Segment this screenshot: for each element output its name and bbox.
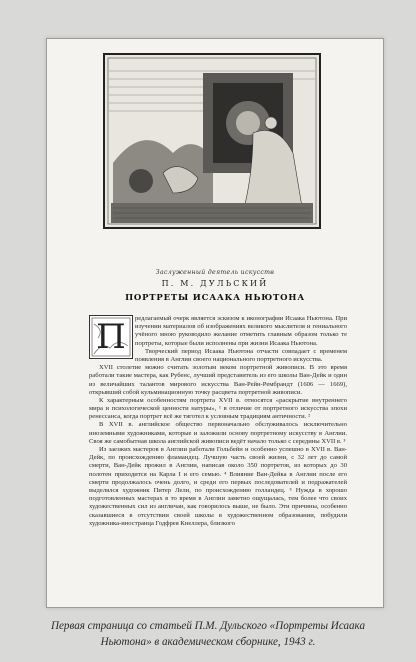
book-page [46, 38, 384, 608]
article-body [89, 315, 347, 528]
figure-caption [14, 618, 402, 650]
caption-line: Первая страница со статьей П.М. Дульского «Портреты Исаака [50, 620, 366, 632]
author-rubric: Заслуженный деятель искусств [155, 269, 275, 276]
caption-line: Ньютона» в академическом сборнике, 1943 г. [100, 636, 316, 648]
paragraph: К характерным особенностям портрета XVII в. относятся «раскрытие внутреннего мира и психологической ценности натуры», ¹ в отличие от портретного искусства эпохи ренессанса, когда портрет всё же тяготел к условным традициям античности. ² [89, 396, 347, 421]
article-title: ПОРТРЕТЫ ИСААКА НЬЮТОНА [125, 293, 305, 303]
paragraph: XVII столетие можно считать золотым веком портретной живописи. В это время работали такие мастера, как Рубенс, лучший представитель из его школы Ван-Дейк и один из величайших талантов мирового искусства Ван-Рейн-Рембрандт (1606 — 1669), открывший собой кульминационную точку расцвета портретной живописи. [89, 364, 347, 396]
engraving-illustration [103, 53, 321, 229]
paragraph: Творческий период Исаака Ньютона отчасти совпадает с временем появления в Англии своего национального портретного искусства. [135, 347, 347, 363]
paragraph: В XVII в. английское общество первоначально обслуживалось исключительно иноземными художниками, которые и заложили основу портретному искусству в Англии. Своя же самобытная школа английской живописи ведёт начало только с середины XVII в. ³ [89, 421, 347, 445]
paragraph: редлагаемый очерк является эскизом к иконографии Исаака Ньютона. При изучении материалов об изображениях великого мыслителя и гениального учёного мною руководило желание отметить главным образом только те портреты, которые были исполнены при жизни Исаака Ньютона. [135, 315, 347, 347]
paragraph: Из заезжих мастеров в Англии работали Гольбейн и особенно успешно в XVII в. Ван-Дейк, по происхождению фламандец. Лучшую часть своей жизни, с 32 лет до самой смерти, Ван-Дейк прожил в Англии, написав около 350 портретов, из которых до 30 полотен приходится на Карла I и его семью. ⁴ Влияние Ван-Дейка в Англии после его смерти продолжалось очень долго, и среди его первых последователей и подражателей выделялся художник Питер Лели, по происхождению голландец. ⁵ Нужда в хорошо подготовленных мастерах в то время в Англии заметно ощущалась, тем более что своих художественных сил из англичан, как говорилось выше, не было. Эти причины, особенно сказавшиеся в отсутствии своей школы в художественном образовании, побудили художника-иностранца Годфрея Кнеллера, близкого [89, 446, 347, 527]
author-name: П. М. ДУЛЬСКИЙ [161, 279, 269, 288]
drop-cap-letter: П [96, 317, 126, 357]
